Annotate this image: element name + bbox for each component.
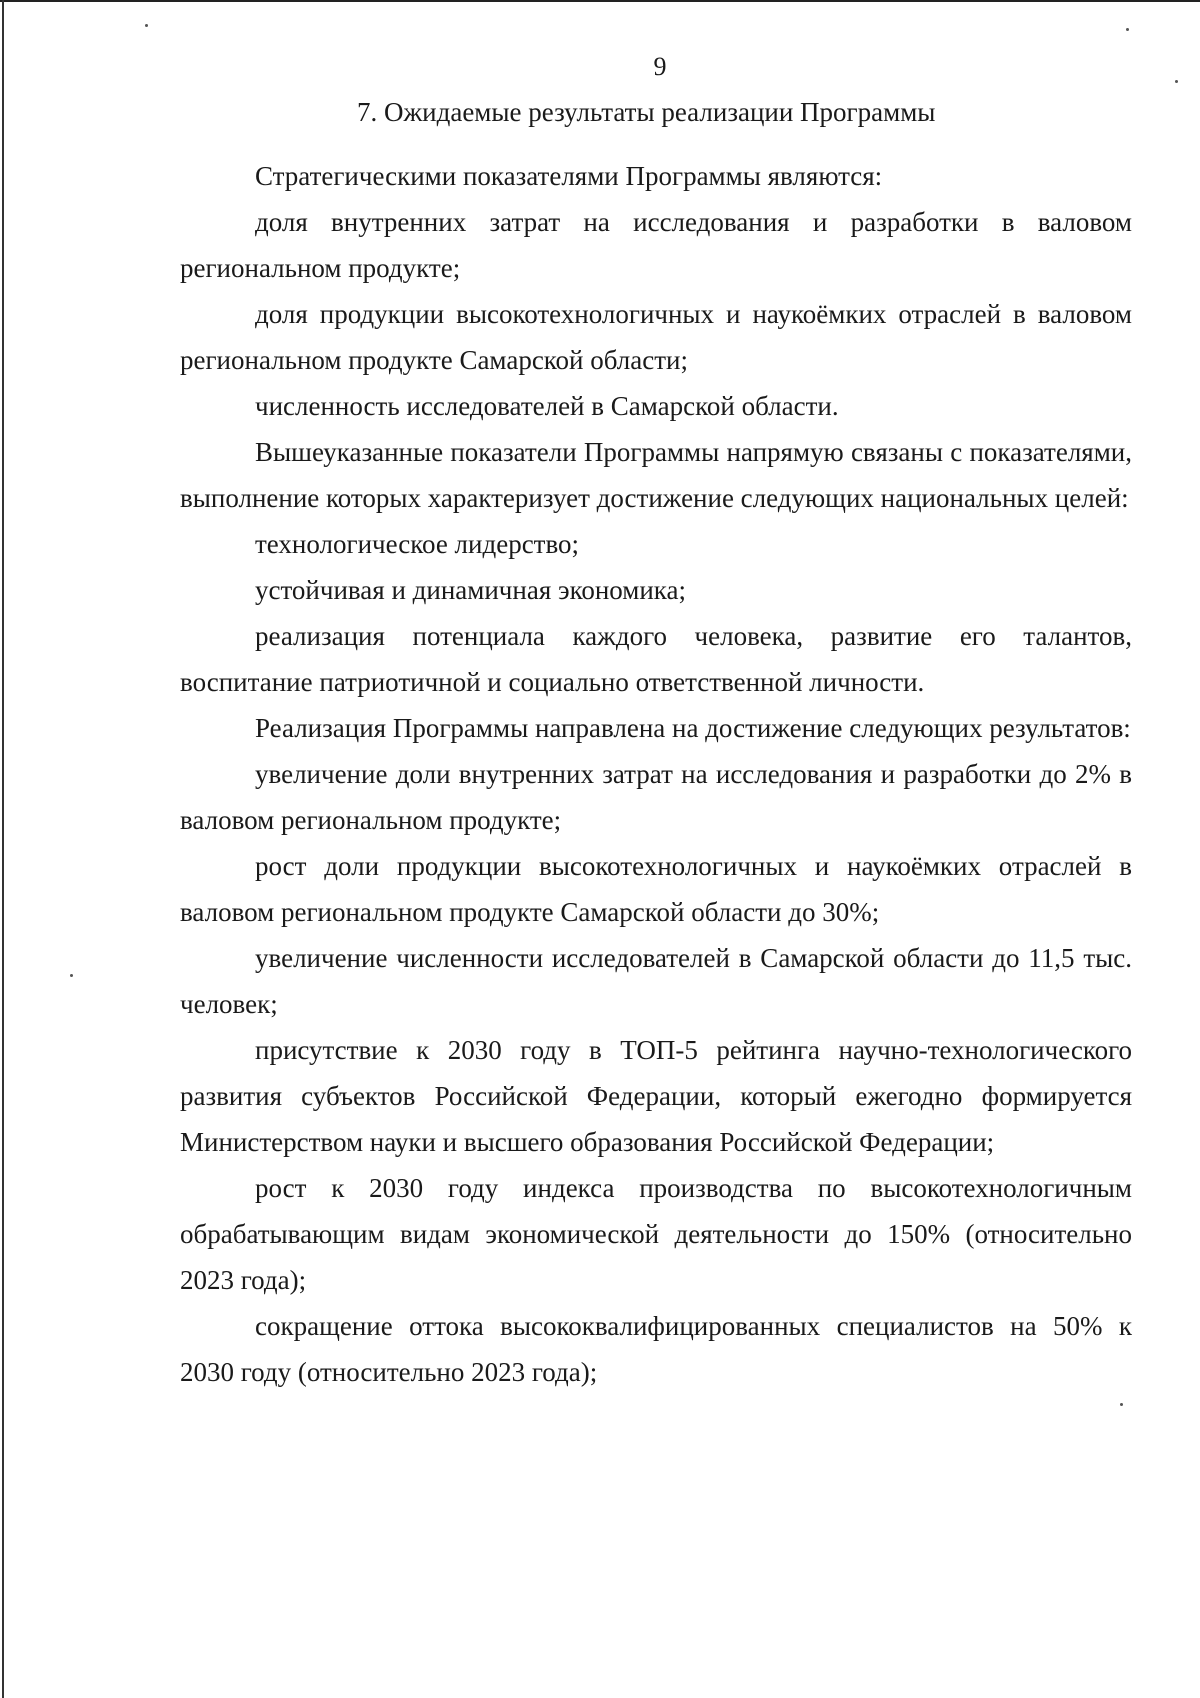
scan-edge-left [2, 0, 4, 1698]
paragraph: увеличение численности исследователей в Самарской области до 11,5 тыс. человек; [180, 943, 1132, 1019]
scan-speck [145, 24, 148, 27]
page-number: 9 [653, 52, 667, 81]
paragraph: реализация потенциала каждого человека, развитие его талантов, воспитание патриотичной и социально ответственной личности. [180, 621, 1132, 697]
paragraph: сокращение оттока высококвалифицированных специалистов на 50% к 2030 году (относительно 2023 года); [180, 1311, 1132, 1387]
paragraph: Стратегическими показателями Программы являются: [255, 161, 883, 191]
section-title: 7. Ожидаемые результаты реализации Программы [357, 97, 936, 127]
paragraph: рост доли продукции высокотехнологичных и наукоёмких отраслей в валовом региональном продукте Самарской области до 30%; [180, 851, 1132, 927]
scan-speck [1126, 28, 1129, 31]
scan-speck [70, 974, 73, 977]
scan-edge-top [0, 0, 1200, 2]
scan-speck [1120, 1403, 1123, 1406]
paragraph: устойчивая и динамичная экономика; [255, 575, 686, 605]
paragraph: присутствие к 2030 году в ТОП-5 рейтинга научно-технологического развития субъектов Российской Федерации, который ежегодно формируется Министерством науки и высшего образования Российской Федерации; [180, 1035, 1132, 1157]
paragraph: доля внутренних затрат на исследования и разработки в валовом региональном продукте; [180, 207, 1132, 283]
paragraph: технологическое лидерство; [255, 529, 580, 559]
paragraph: рост к 2030 году индекса производства по высокотехнологичным обрабатывающим видам экономической деятельности до 150% (относительно 2023 года); [180, 1173, 1132, 1295]
paragraph: Вышеуказанные показатели Программы напрямую связаны с показателями, выполнение которых характеризует достижение следующих национальных целей: [180, 437, 1132, 513]
body-text [180, 153, 1132, 1395]
paragraph: доля продукции высокотехнологичных и наукоёмких отраслей в валовом региональном продукте Самарской области; [180, 299, 1132, 375]
paragraph: численность исследователей в Самарской области. [255, 391, 839, 421]
paragraph: Реализация Программы направлена на достижение следующих результатов: [255, 713, 1131, 743]
paragraph: увеличение доли внутренних затрат на исследования и разработки до 2% в валовом региональном продукте; [180, 759, 1132, 835]
